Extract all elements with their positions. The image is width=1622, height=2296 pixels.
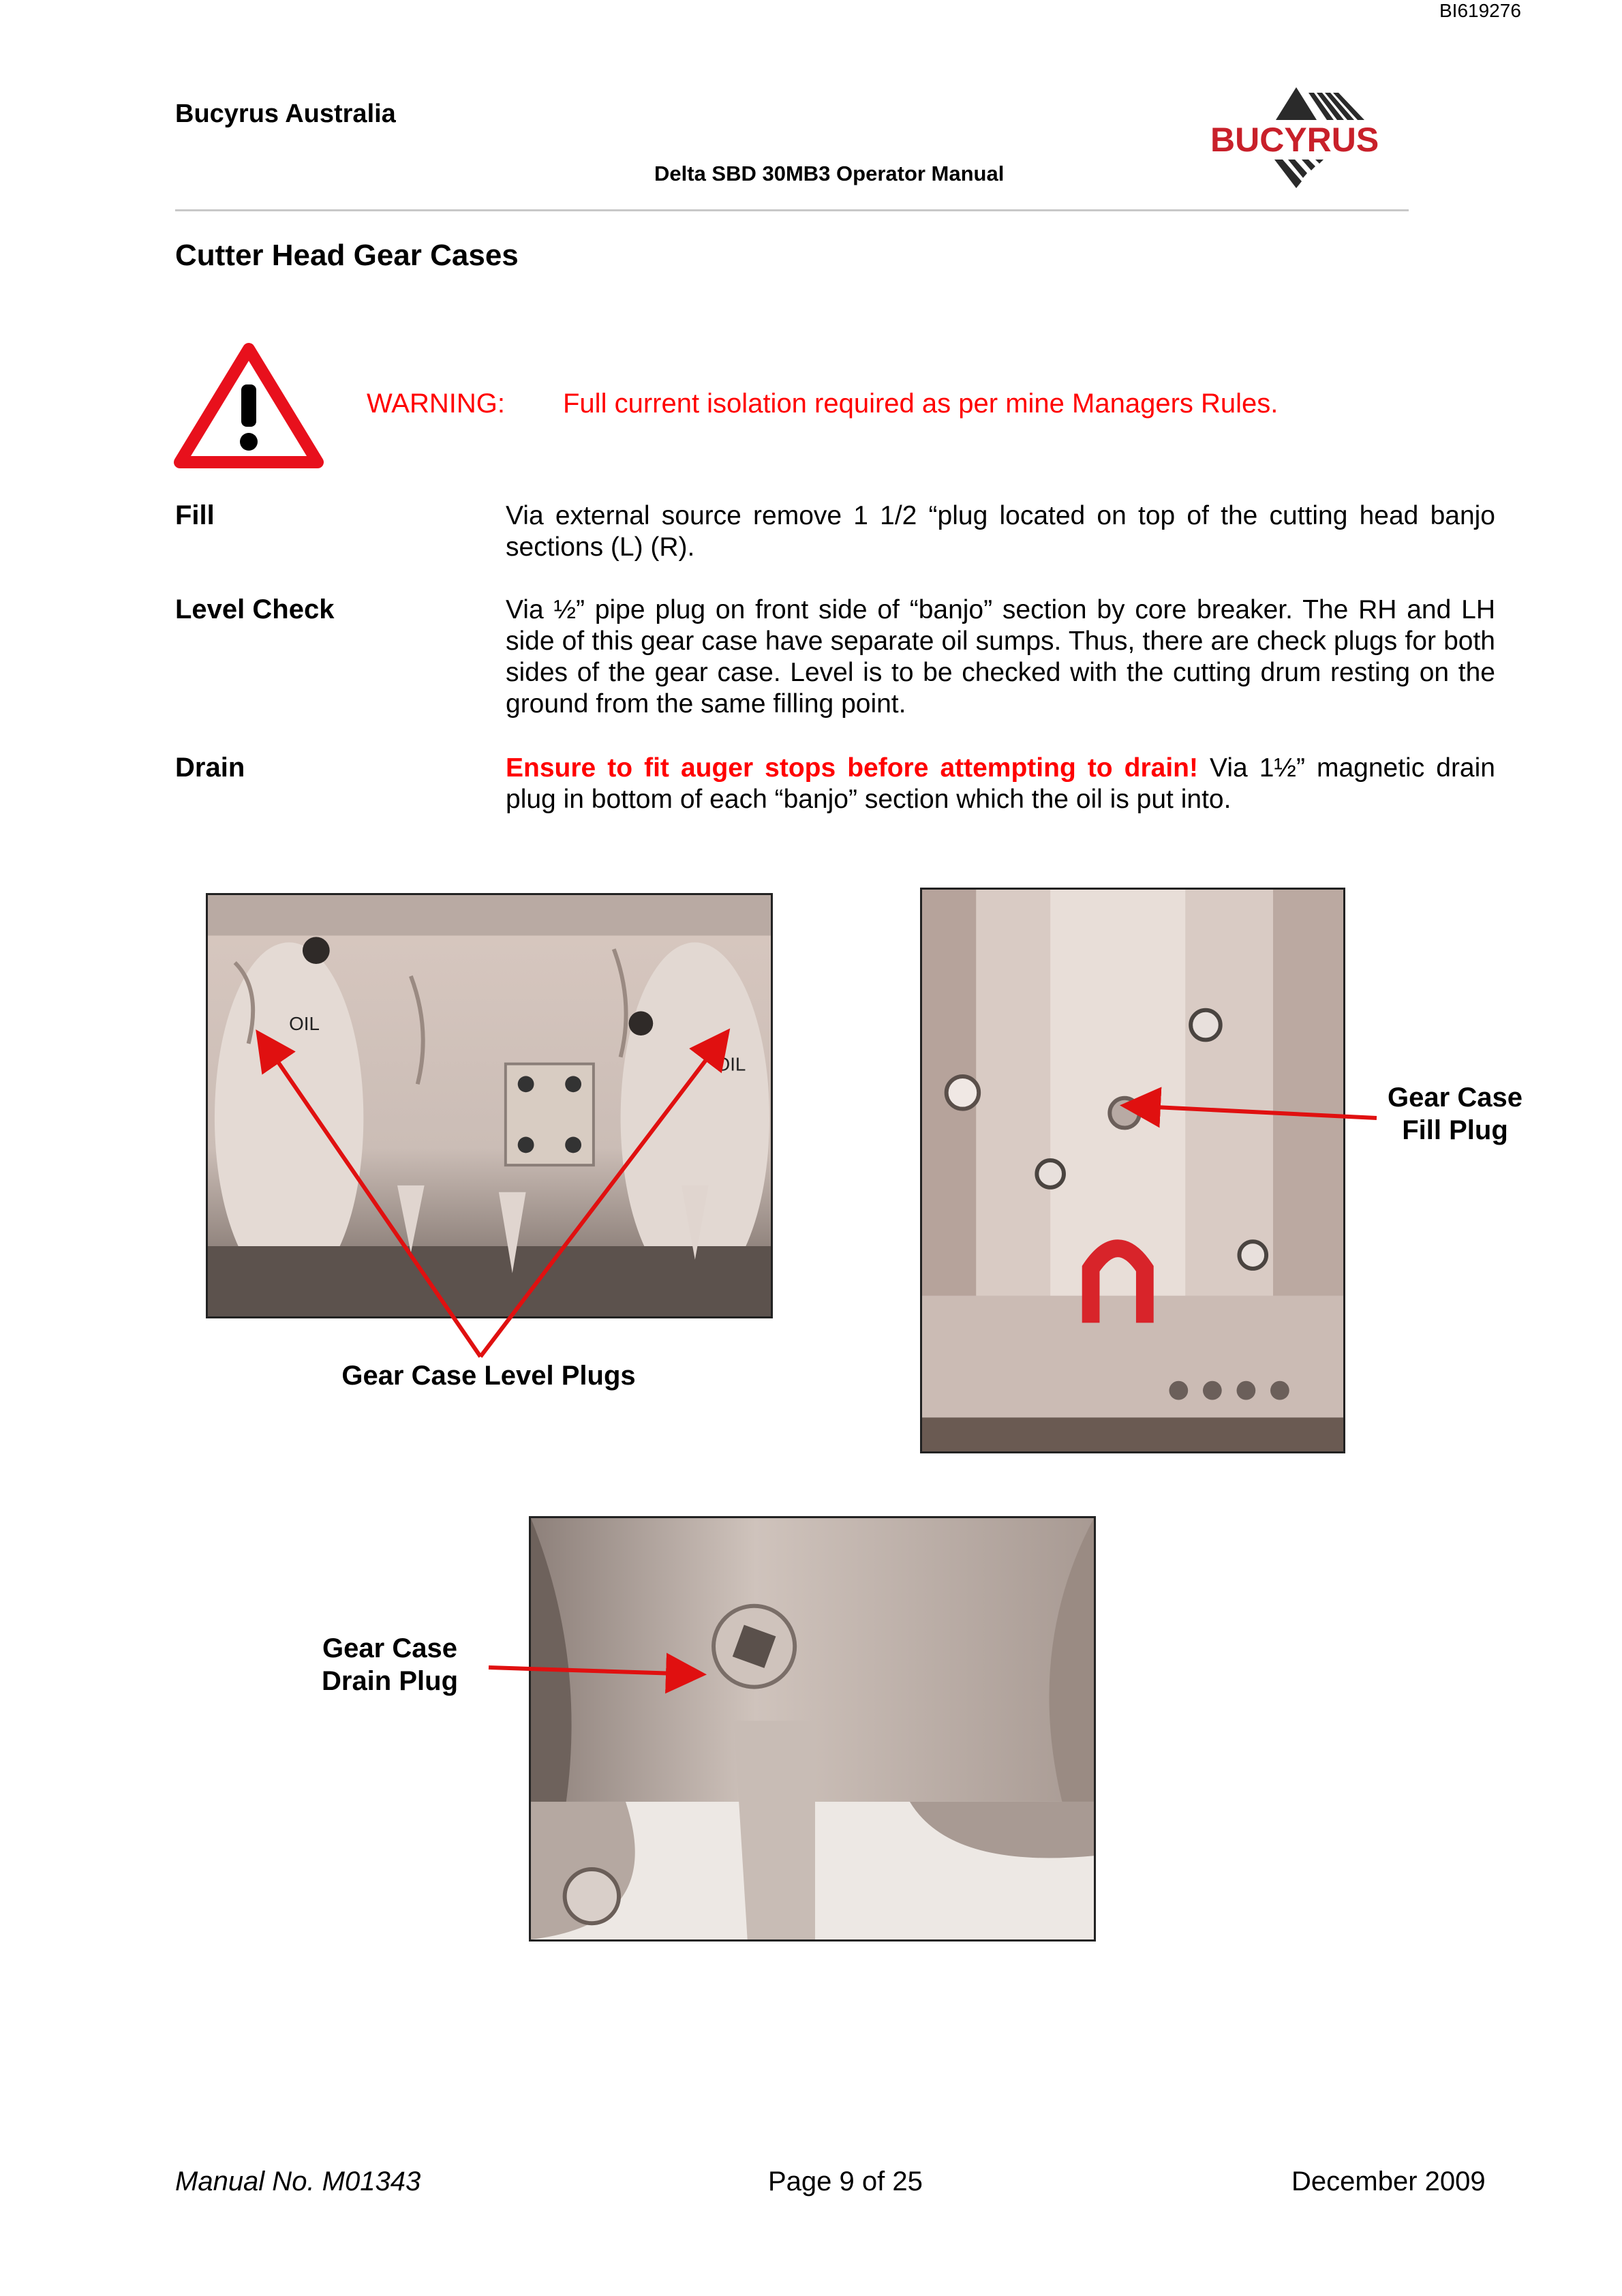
level-plugs-photo [206,893,773,1318]
fill-plug-caption-line2: Fill Plug [1402,1115,1508,1145]
manual-title: Delta SBD 30MB3 Operator Manual [654,162,1005,185]
section-title: Cutter Head Gear Cases [175,239,519,272]
bucyrus-logo [1208,86,1392,195]
footer-manual-number: Manual No. M01343 [175,2166,421,2196]
company-name: Bucyrus Australia [175,100,396,128]
fill-plug-caption [1370,1081,1540,1147]
warning-triangle-icon [173,342,324,469]
drain-plug-caption-line1: Gear Case [322,1633,457,1663]
footer-date: December 2009 [1291,2166,1486,2196]
drain-plug-caption-line2: Drain Plug [321,1666,459,1696]
fill-label: Fill [175,500,215,530]
svg-text:OIL: OIL [289,1013,320,1035]
fill-plug-photo [920,888,1345,1453]
svg-text:OIL: OIL [715,1053,746,1075]
level-check-text: Via ½” pipe plug on front side of “banjo” section by core breaker. The RH and LH side of this gear case have separate oil sumps. Thus, there are check plugs for both sides of the gear case. Level is to be checked with the cutting drum resting on the ground from the same filling point. [506,595,1495,719]
warning-label: WARNING: [367,389,505,419]
svg-text:BUCYRUS: BUCYRUS [1210,121,1379,159]
header-divider [175,209,1409,211]
drain-label: Drain [175,753,245,783]
fill-text: Via external source remove 1 1/2 “plug located on top of the cutting head banjo sections (L) (R). [506,501,1495,562]
drain-plug-caption [308,1632,472,1697]
footer-page-number: Page 9 of 25 [768,2166,923,2196]
drain-plug-photo [529,1516,1096,1942]
level-plugs-caption: Gear Case Level Plugs [341,1361,636,1391]
drain-text [506,753,1495,815]
document-id: BI619276 [1439,0,1521,21]
fill-plug-caption-line1: Gear Case [1388,1083,1522,1113]
warning-text: Full current isolation required as per mine Managers Rules. [563,389,1279,419]
level-check-label: Level Check [175,594,335,624]
drain-emphasis: Ensure to fit auger stops before attempting to drain! [506,753,1198,783]
drain-body: Via 1½” magnetic drain plug in bottom of each “banjo” section which the oil is put into. [506,753,1495,814]
